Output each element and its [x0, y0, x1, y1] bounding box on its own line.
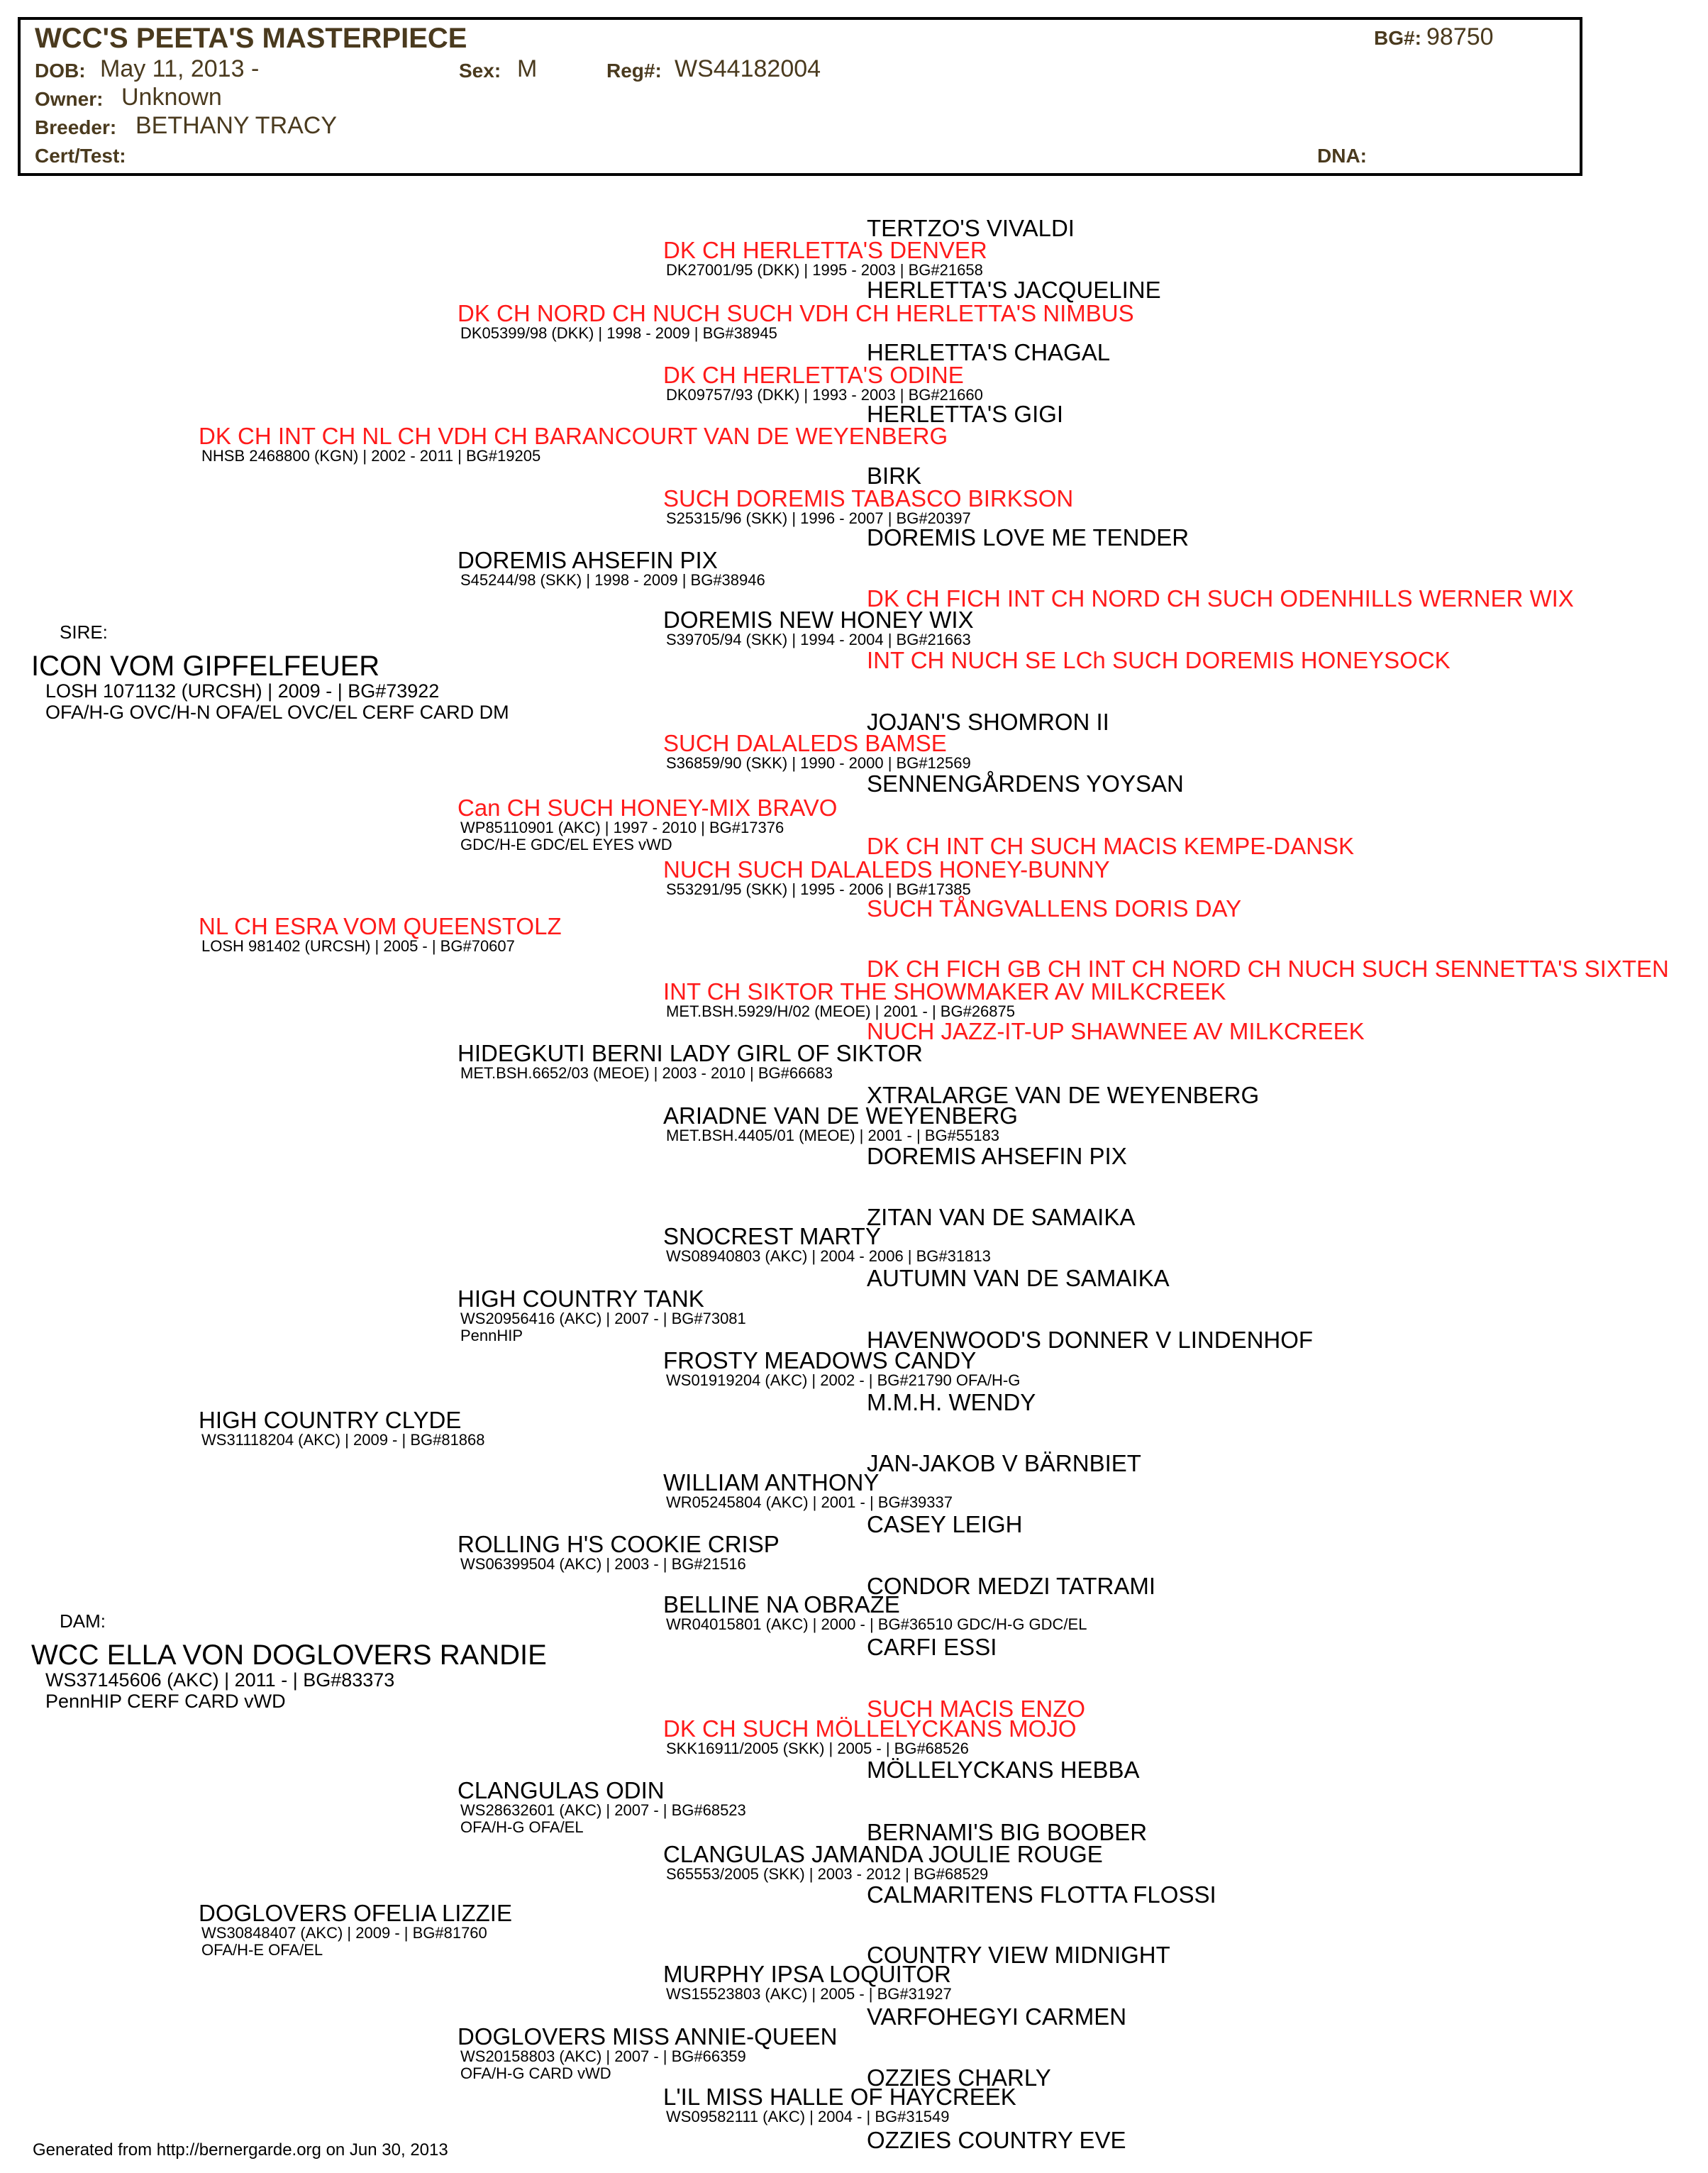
dog-name: SENNENGÅRDENS YOYSAN — [867, 770, 1184, 797]
dog-health-tests: OFA/H-E OFA/EL — [201, 1941, 323, 1959]
sex-label: Sex: — [459, 60, 501, 82]
pedigree-entry — [663, 1843, 1103, 1883]
pedigree-entry — [867, 897, 1241, 920]
dog-name: NUCH JAZZ-IT-UP SHAWNEE AV MILKCREEK — [867, 1018, 1365, 1044]
pedigree-entry — [663, 1593, 1087, 1633]
dog-name: M.M.H. WENDY — [867, 1389, 1036, 1415]
dog-health-tests: PennHIP — [460, 1327, 523, 1344]
bg-label: BG#: — [1374, 27, 1421, 49]
dog-name: TERTZO'S VIVALDI — [867, 215, 1075, 241]
dog-name: CONDOR MEDZI TATRAMI — [867, 1573, 1155, 1599]
dog-name: CALMARITENS FLOTTA FLOSSI — [867, 1881, 1216, 1908]
pedigree-entry — [458, 549, 765, 589]
dog-name: HERLETTA'S CHAGAL — [867, 339, 1111, 365]
pedigree-entry — [867, 1391, 1036, 1414]
dog-name: OZZIES CHARLY — [867, 2064, 1051, 2091]
dog-name: NUCH SUCH DALALEDS HONEY-BUNNY — [663, 856, 1110, 883]
pedigree-entry — [867, 835, 1354, 858]
sex-value: M — [517, 55, 538, 82]
dog-name: HIDEGKUTI BERNI LADY GIRL OF SIKTOR — [458, 1040, 923, 1066]
dam-detail: WS37145606 (AKC) | 2011 - | BG#83373 — [45, 1669, 395, 1691]
dog-name: DK CH NORD CH NUCH SUCH VDH CH HERLETTA'S NIMBUS — [458, 300, 1134, 326]
pedigree-entry — [458, 797, 837, 853]
dog-name: OZZIES COUNTRY EVE — [867, 2127, 1126, 2153]
pedigree-entry — [867, 279, 1161, 302]
pedigree-entry — [663, 1349, 1020, 1389]
dog-health-tests: OFA/H-G OFA/EL — [460, 1818, 584, 1836]
dog-name: CLANGULAS JAMANDA JOULIE ROUGE — [663, 1841, 1103, 1867]
dog-name: HIGH COUNTRY CLYDE — [199, 1407, 462, 1433]
dog-health-tests: GDC/H-E GDC/EL EYES vWD — [460, 836, 672, 853]
pedigree-entry — [663, 487, 1073, 527]
pedigree-entry — [867, 2003, 1127, 2030]
dog-name: DK CH HERLETTA'S ODINE — [663, 362, 964, 388]
dog-name: DK CH HERLETTA'S DENVER — [663, 237, 987, 263]
dog-name: JAN-JAKOB V BÄRNBIET — [867, 1450, 1141, 1476]
owner-value: Unknown — [121, 84, 222, 111]
dog-registration: WS15523803 (AKC) | 2005 - | BG#31927 — [666, 1985, 952, 2003]
pedigree-entry — [663, 1225, 991, 1265]
dog-registration: S39705/94 (SKK) | 1994 - 2004 | BG#21663 — [666, 631, 971, 648]
dog-name: HIGH COUNTRY TANK — [458, 1285, 704, 1312]
pedigree-entry — [663, 1963, 952, 2003]
dog-name: INT CH SIKTOR THE SHOWMAKER AV MILKCREEK — [663, 978, 1226, 1005]
dog-name: DK CH INT CH SUCH MACIS KEMPE-DANSK — [867, 833, 1354, 859]
dog-registration: WS20158803 (AKC) | 2007 - | BG#66359 — [460, 2047, 746, 2065]
dog-name: AUTUMN VAN DE SAMAIKA — [867, 1265, 1170, 1291]
dog-registration: WS09582111 (AKC) | 2004 - | BG#31549 — [666, 2108, 950, 2125]
dog-registration: S25315/96 (SKK) | 1996 - 2007 | BG#20397 — [666, 509, 971, 527]
pedigree-entry — [867, 341, 1110, 364]
dog-health-tests: OFA/H-G CARD vWD — [460, 2064, 611, 2082]
dam-health: PennHIP CERF CARD vWD — [45, 1691, 286, 1712]
dog-name: HERLETTA'S GIGI — [867, 401, 1064, 427]
sire-label: SIRE: — [60, 621, 108, 643]
pedigree-entry — [867, 1759, 1140, 1781]
dog-name: WILLIAM ANTHONY — [663, 1469, 880, 1495]
pedigree-entry — [458, 302, 1134, 342]
dog-name: DK CH FICH GB CH INT CH NORD CH NUCH SUCH SENNETTA'S SIXTEN — [867, 956, 1669, 982]
dog-name: DK CH FICH INT CH NORD CH SUCH ODENHILLS WERNER WIX — [867, 585, 1574, 612]
dog-registration: NHSB 2468800 (KGN) | 2002 - 2011 | BG#19205 — [201, 447, 541, 465]
sire-detail: LOSH 1071132 (URCSH) | 2009 - | BG#73922 — [45, 680, 440, 702]
pedigree-entry — [867, 958, 1669, 980]
dog-name: SUCH DALALEDS BAMSE — [663, 730, 947, 756]
pedigree-entry — [458, 1042, 923, 1082]
dog-name: INT CH NUCH SE LCh SUCH DOREMIS HONEYSOCK — [867, 647, 1451, 673]
dog-name: DOREMIS AHSEFIN PIX — [867, 1143, 1127, 1169]
dog-name: ARIADNE VAN DE WEYENBERG — [663, 1102, 1018, 1129]
dam-name: WCC ELLA VON DOGLOVERS RANDIE — [31, 1640, 547, 1671]
dog-name: MURPHY IPSA LOQUITOR — [663, 1961, 951, 1987]
pedigree-entry — [663, 1102, 1018, 1144]
dog-registration: WR05245804 (AKC) | 2001 - | BG#39337 — [666, 1493, 953, 1511]
dna-label: DNA: — [1317, 145, 1367, 167]
dog-registration: LOSH 981402 (URCSH) | 2005 - | BG#70607 — [201, 937, 515, 955]
pedigree-entry — [199, 915, 562, 955]
sire-health: OFA/H-G OVC/H-N OFA/EL OVC/EL CERF CARD DM — [45, 702, 509, 723]
dog-registration: WS01919204 (AKC) | 2002 - | BG#21790 OFA/H-G — [666, 1371, 1021, 1389]
dog-registration: MET.BSH.5929/H/02 (MEOE) | 2001 - | BG#26875 — [666, 1002, 1015, 1020]
pedigree-entry — [867, 649, 1451, 672]
pedigree-entry — [458, 2025, 837, 2082]
dog-name: SUCH DOREMIS TABASCO BIRKSON — [663, 485, 1074, 512]
dog-registration: WS06399504 (AKC) | 2003 - | BG#21516 — [460, 1555, 746, 1573]
dog-registration: DK09757/93 (DKK) | 1993 - 2003 | BG#21660 — [666, 386, 983, 404]
pedigree-entry — [663, 732, 971, 772]
cert-label: Cert/Test: — [35, 145, 126, 167]
dog-registration: WS31118204 (AKC) | 2009 - | BG#81868 — [201, 1431, 485, 1449]
dog-name: HERLETTA'S JACQUELINE — [867, 277, 1161, 303]
pedigree-entry — [867, 1513, 1022, 1536]
dog-name: BERNAMI'S BIG BOOBER — [867, 1819, 1148, 1845]
pedigree-entry — [663, 858, 1110, 898]
dob-label: DOB: — [35, 60, 86, 82]
pedigree-entry — [458, 1533, 780, 1573]
pedigree-entry — [458, 1285, 746, 1344]
dog-registration: WS30848407 (AKC) | 2009 - | BG#81760 — [201, 1924, 487, 1942]
breeder-value: BETHANY TRACY — [135, 112, 338, 139]
dog-registration: WP85110901 (AKC) | 1997 - 2010 | BG#17376 — [460, 819, 784, 836]
pedigree-entry — [867, 1020, 1365, 1043]
dog-name: DOREMIS AHSEFIN PIX — [458, 547, 718, 573]
pedigree-entry — [663, 239, 987, 279]
dog-registration: DK27001/95 (DKK) | 1995 - 2003 | BG#21658 — [666, 261, 983, 279]
pedigree-entry — [867, 1267, 1170, 1290]
dog-title: WCC'S PEETA'S MASTERPIECE — [35, 23, 467, 54]
dog-registration: S45244/98 (SKK) | 1998 - 2009 | BG#38946 — [460, 571, 765, 589]
dog-name: FROSTY MEADOWS CANDY — [663, 1347, 977, 1373]
pedigree-entry — [663, 609, 974, 648]
dog-name: Can CH SUCH HONEY-MIX BRAVO — [458, 795, 838, 821]
dog-name: DOGLOVERS MISS ANNIE-QUEEN — [458, 2023, 838, 2050]
pedigree-entry — [663, 980, 1226, 1020]
dog-name: DK CH SUCH MÖLLELYCKANS MOJO — [663, 1715, 1077, 1742]
dog-registration: WS08940803 (AKC) | 2004 - 2006 | BG#31813 — [666, 1247, 991, 1265]
dog-name: SNOCREST MARTY — [663, 1223, 881, 1249]
dog-name: HAVENWOOD'S DONNER V LINDENHOF — [867, 1327, 1314, 1353]
dog-name: CLANGULAS ODIN — [458, 1777, 665, 1803]
dog-name: L'IL MISS HALLE OF HAYCREEK — [663, 2084, 1016, 2110]
dog-registration: S53291/95 (SKK) | 1995 - 2006 | BG#17385 — [666, 880, 971, 898]
dog-name: BELLINE NA OBRAZE — [663, 1591, 900, 1618]
pedigree-entry — [199, 1409, 485, 1449]
dog-name: SUCH MACIS ENZO — [867, 1696, 1086, 1722]
dob-value: May 11, 2013 - — [100, 55, 260, 82]
pedigree-entry — [663, 2086, 1016, 2125]
pedigree-entry — [199, 425, 948, 465]
dog-name: XTRALARGE VAN DE WEYENBERG — [867, 1082, 1260, 1108]
dog-registration: WR04015801 (AKC) | 2000 - | BG#36510 GDC/H-G GDC/EL — [666, 1615, 1087, 1633]
bg-value: 98750 — [1426, 23, 1494, 50]
dam-label: DAM: — [60, 1610, 106, 1632]
pedigree-entry — [867, 770, 1184, 797]
dog-registration: S36859/90 (SKK) | 1990 - 2000 | BG#12569 — [666, 754, 971, 772]
dog-name: DOREMIS NEW HONEY WIX — [663, 607, 974, 633]
dog-name: CARFI ESSI — [867, 1634, 997, 1660]
dog-registration: WS28632601 (AKC) | 2007 - | BG#68523 — [460, 1801, 746, 1819]
reg-label: Reg#: — [606, 60, 662, 82]
dog-name: DK CH INT CH NL CH VDH CH BARANCOURT VAN DE WEYENBERG — [199, 423, 948, 449]
dog-name: NL CH ESRA VOM QUEENSTOLZ — [199, 913, 562, 939]
dog-registration: WS20956416 (AKC) | 2007 - | BG#73081 — [460, 1310, 746, 1327]
dog-registration: S65553/2005 (SKK) | 2003 - 2012 | BG#68529 — [666, 1865, 989, 1883]
dog-name: BIRK — [867, 463, 922, 489]
dog-name: JOJAN'S SHOMRON II — [867, 709, 1109, 735]
reg-value: WS44182004 — [675, 55, 821, 82]
dog-name: SUCH TÅNGVALLENS DORIS DAY — [867, 895, 1242, 922]
dog-name: DOREMIS LOVE ME TENDER — [867, 524, 1190, 551]
pedigree-entry — [663, 364, 983, 404]
breeder-label: Breeder: — [35, 116, 117, 138]
footer-generated: Generated from http://bernergarde.org on Jun 30, 2013 — [33, 2140, 448, 2160]
pedigree-entry — [867, 526, 1189, 549]
pedigree-entry — [663, 1471, 953, 1511]
pedigree-entry — [867, 1636, 997, 1659]
dog-name: ZITAN VAN DE SAMAIKA — [867, 1204, 1136, 1230]
dog-registration: SKK16911/2005 (SKK) | 2005 - | BG#68526 — [666, 1740, 969, 1757]
dog-name: COUNTRY VIEW MIDNIGHT — [867, 1942, 1170, 1968]
pedigree-entry — [867, 1145, 1127, 1168]
pedigree-entry — [663, 1715, 1077, 1757]
pedigree-entry — [458, 1779, 746, 1836]
dog-registration: DK05399/98 (DKK) | 1998 - 2009 | BG#38945 — [460, 324, 777, 342]
owner-label: Owner: — [35, 88, 104, 110]
dog-registration: MET.BSH.4405/01 (MEOE) | 2001 - | BG#55183 — [666, 1127, 999, 1144]
dog-name: MÖLLELYCKANS HEBBA — [867, 1757, 1140, 1783]
pedigree-entry — [199, 1902, 512, 1959]
pedigree-entry — [867, 1881, 1216, 1908]
dog-name: VARFOHEGYI CARMEN — [867, 2003, 1127, 2030]
pedigree-entry — [867, 465, 921, 487]
dog-name: ROLLING H'S COOKIE CRISP — [458, 1531, 780, 1557]
dog-name: DOGLOVERS OFELIA LIZZIE — [199, 1900, 512, 1926]
dog-registration: MET.BSH.6652/03 (MEOE) | 2003 - 2010 | BG#66683 — [460, 1064, 833, 1082]
pedigree-entry — [867, 2129, 1126, 2152]
sire-name: ICON VOM GIPFELFEUER — [31, 651, 380, 682]
dog-name: CASEY LEIGH — [867, 1511, 1023, 1537]
